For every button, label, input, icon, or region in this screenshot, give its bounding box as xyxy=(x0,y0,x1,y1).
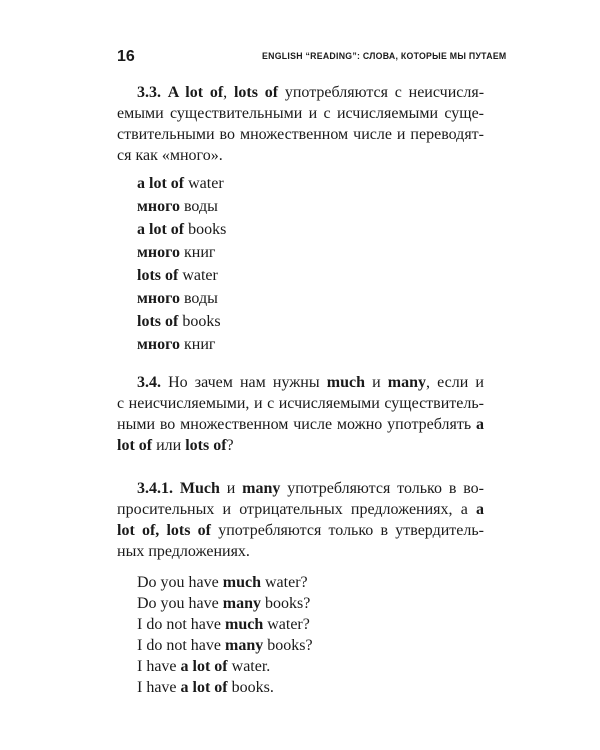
example-ru: много книг xyxy=(137,336,216,353)
page-body xyxy=(117,80,484,698)
paragraph-line: ных предложениях. xyxy=(117,543,250,560)
section-number: 3.4.1. xyxy=(137,480,173,497)
paragraph-line: lot of или lots of? xyxy=(117,437,234,454)
paragraph-line: ся как «много». xyxy=(117,147,223,164)
example-sentence: I do not have many books? xyxy=(137,637,313,654)
section-number: 3.3. xyxy=(137,84,161,101)
paragraph-line: просительных и отрицательных предложениях, а a xyxy=(117,501,484,518)
paragraph-line: с неисчисляемыми, и с исчисляемыми существитель- xyxy=(117,395,484,412)
example-en: a lot of books xyxy=(137,221,227,238)
example-pair xyxy=(137,264,484,310)
example-sentence: Do you have many books? xyxy=(137,595,311,612)
paragraph-line: 3.3. A lot of, lots of употребляются с неисчисля- xyxy=(137,84,485,101)
example-sentence: Do you have much water? xyxy=(137,574,308,591)
paragraph-3-3 xyxy=(117,82,484,166)
paragraph-3-4 xyxy=(117,372,484,456)
examples-block xyxy=(117,172,484,356)
running-title: ENGLISH “READING”: СЛОВА, КОТОРЫЕ МЫ ПУТАЕМ xyxy=(262,51,507,62)
paragraph-line: ствительными во множественном числе и переводят- xyxy=(117,126,484,143)
page-number: 16 xyxy=(117,48,135,65)
paragraph-3-4-1 xyxy=(117,478,484,562)
example-pair xyxy=(137,172,484,218)
paragraph-line: ными во множественном числе можно употреблять a xyxy=(117,416,484,433)
example-sentence: I have a lot of books. xyxy=(137,679,274,696)
term: A lot of xyxy=(167,84,224,101)
example-pair xyxy=(137,310,484,356)
paragraph-line: емыми существительными и с исчисляемыми суще- xyxy=(117,105,484,122)
paragraph-line: 3.4. Но зачем нам нужны much и many, если и xyxy=(137,374,484,391)
sentence-examples xyxy=(117,572,484,698)
example-ru: много книг xyxy=(137,244,216,261)
example-ru: много воды xyxy=(137,198,218,215)
term: lots of xyxy=(233,84,279,101)
example-en: lots of water xyxy=(137,267,218,284)
example-sentence: I have a lot of water. xyxy=(137,658,271,675)
example-sentence: I do not have much water? xyxy=(137,616,310,633)
example-en: lots of books xyxy=(137,313,221,330)
example-ru: много воды xyxy=(137,290,218,307)
example-en: a lot of water xyxy=(137,175,224,192)
section-number: 3.4. xyxy=(137,374,161,391)
example-pair xyxy=(137,218,484,264)
paragraph-line: lot of, lots of употребляются только в утвердитель- xyxy=(117,522,484,539)
paragraph-line: 3.4.1. Much и many употребляются только в во- xyxy=(137,480,485,497)
